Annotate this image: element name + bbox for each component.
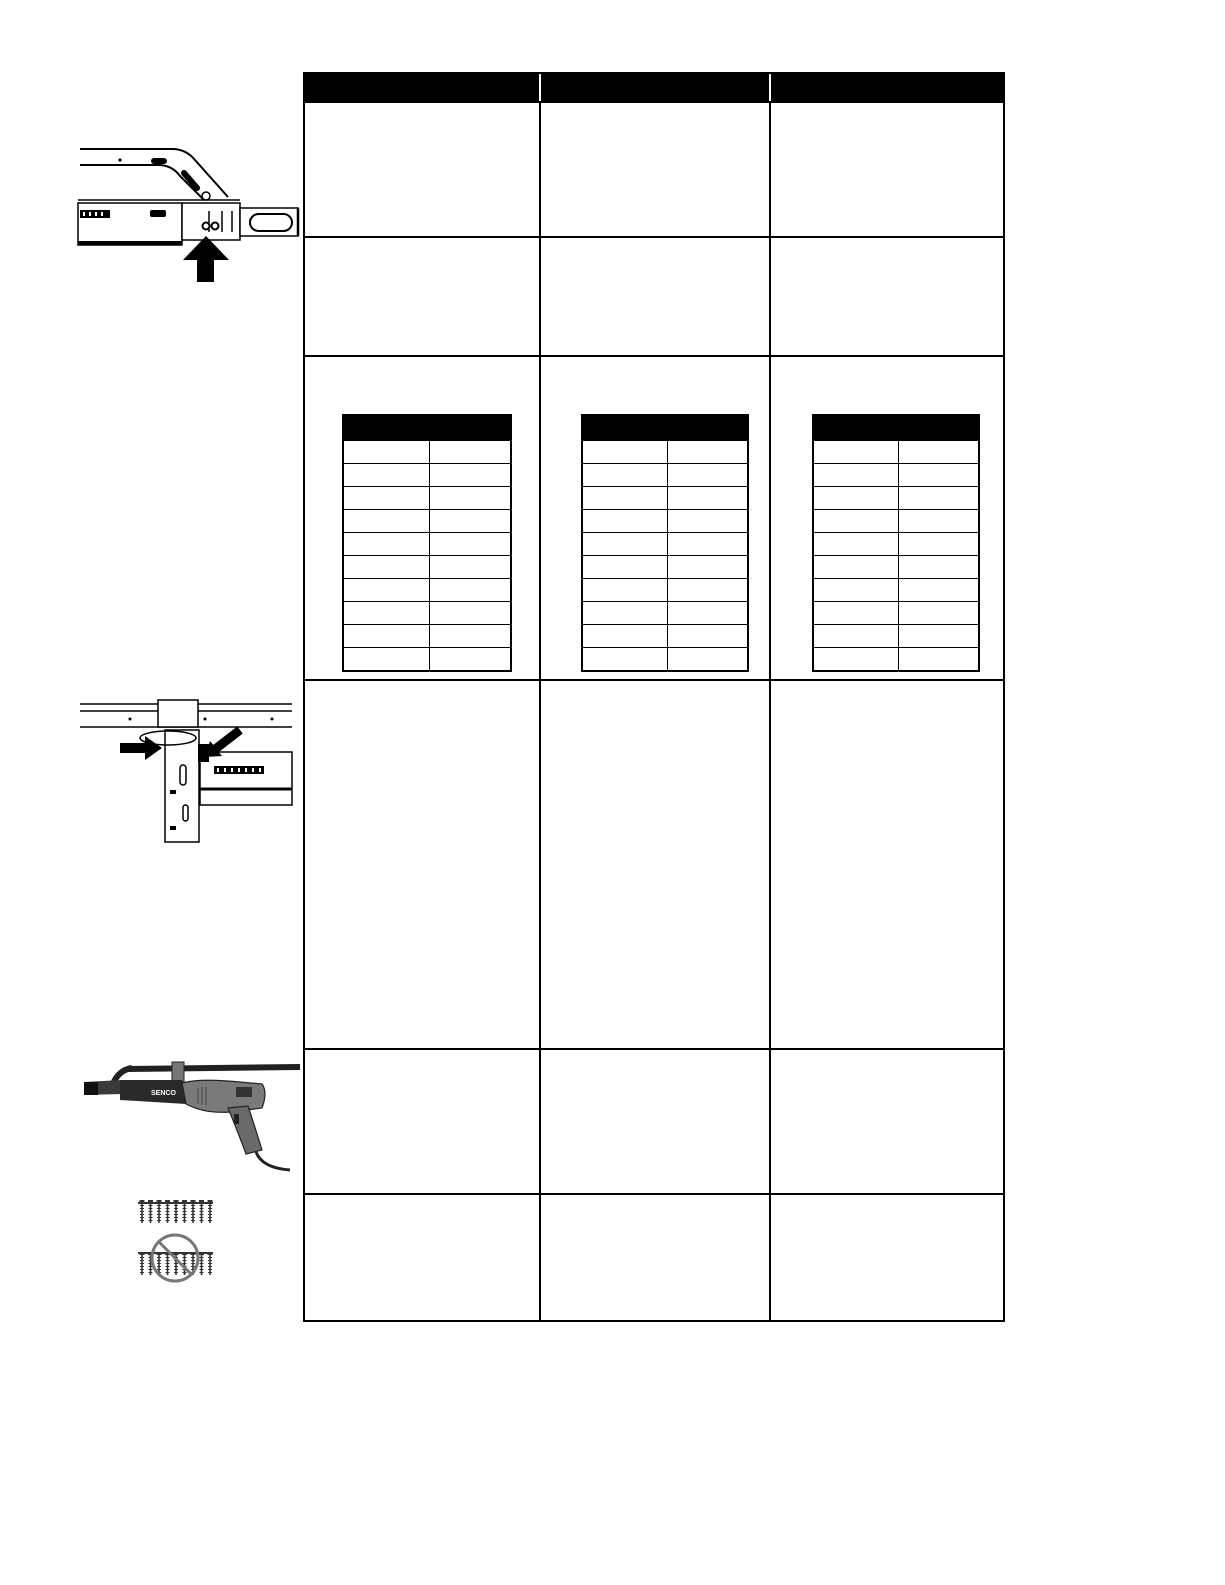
sub-table-cell bbox=[668, 556, 747, 578]
column-header bbox=[305, 74, 541, 101]
sub-table-cell bbox=[344, 648, 430, 670]
sub-table-cell bbox=[583, 510, 668, 532]
rivet bbox=[118, 158, 121, 161]
sub-table-cell bbox=[899, 533, 978, 555]
sub-table-cell bbox=[814, 487, 899, 509]
table-cell bbox=[541, 1048, 771, 1193]
sub-table-cell bbox=[668, 602, 747, 624]
sub-table-cell bbox=[899, 648, 978, 670]
sub-table-cell bbox=[344, 510, 430, 532]
sub-table-cell bbox=[430, 487, 510, 509]
sub-table-row bbox=[814, 555, 978, 578]
table-cell bbox=[541, 236, 771, 355]
sub-table-row bbox=[344, 463, 510, 486]
sub-table-cell bbox=[899, 625, 978, 647]
sub-table-cell bbox=[814, 556, 899, 578]
attachment-clip-diagram bbox=[76, 696, 298, 848]
sub-table bbox=[581, 414, 749, 672]
sub-table-row bbox=[814, 647, 978, 670]
up-arrow-icon bbox=[183, 236, 229, 282]
table-cell bbox=[771, 101, 1003, 236]
sub-table-cell bbox=[344, 441, 430, 463]
sub-table-cell bbox=[583, 487, 668, 509]
sub-table-row bbox=[814, 578, 978, 601]
sub-table-row bbox=[814, 509, 978, 532]
power-cord bbox=[256, 1152, 290, 1170]
table-cell bbox=[771, 1193, 1003, 1320]
table-cell bbox=[305, 1193, 541, 1320]
sub-table-cell bbox=[899, 579, 978, 601]
sub-table-cell bbox=[814, 510, 899, 532]
sub-table-row bbox=[814, 532, 978, 555]
sub-table-cell bbox=[668, 510, 747, 532]
sub-table-row bbox=[814, 486, 978, 509]
table-cell bbox=[541, 101, 771, 236]
column-header bbox=[771, 74, 1003, 101]
sub-table-cell bbox=[583, 625, 668, 647]
screw-strip-correct-vs-prohibited bbox=[134, 1196, 218, 1290]
sub-table-cell bbox=[583, 533, 668, 555]
sub-table-row bbox=[583, 578, 747, 601]
sub-table bbox=[812, 414, 980, 672]
correct-screw-strip bbox=[138, 1200, 213, 1223]
sub-table-cell bbox=[899, 602, 978, 624]
sub-table-cell bbox=[899, 441, 978, 463]
sub-table-cell bbox=[344, 464, 430, 486]
rail-clip bbox=[158, 700, 198, 727]
sub-table-cell bbox=[899, 510, 978, 532]
sub-table-cell bbox=[583, 464, 668, 486]
sub-table-cell bbox=[430, 464, 510, 486]
sub-table-cell bbox=[814, 648, 899, 670]
specification-table bbox=[303, 72, 1005, 1322]
sub-table-cell bbox=[668, 648, 747, 670]
scale-marking bbox=[80, 210, 110, 218]
sub-table-cell bbox=[430, 441, 510, 463]
sub-table-row bbox=[344, 647, 510, 670]
sub-table-row bbox=[814, 440, 978, 463]
table-cell bbox=[771, 355, 1003, 679]
sub-table-cell bbox=[814, 579, 899, 601]
table-cell bbox=[771, 679, 1003, 1048]
sub-table-cell bbox=[344, 579, 430, 601]
sub-table-cell bbox=[668, 533, 747, 555]
lever-pivot bbox=[202, 192, 210, 200]
sub-table-row bbox=[814, 463, 978, 486]
sub-table-cell bbox=[814, 625, 899, 647]
depth-adjustment-diagram bbox=[76, 140, 306, 288]
tube-slot bbox=[150, 210, 166, 217]
sub-table-row bbox=[583, 509, 747, 532]
extension-rod bbox=[128, 1064, 300, 1072]
tube bbox=[78, 203, 182, 245]
sub-table-cell bbox=[430, 602, 510, 624]
sub-table-cell bbox=[814, 602, 899, 624]
table-cell bbox=[305, 679, 541, 1048]
sub-table-cell bbox=[430, 556, 510, 578]
prohibited-screw-strip bbox=[138, 1252, 213, 1275]
sub-table-cell bbox=[430, 510, 510, 532]
table-cell bbox=[771, 1048, 1003, 1193]
drill-body bbox=[182, 1080, 265, 1112]
sub-table-cell bbox=[583, 648, 668, 670]
table-cell bbox=[541, 679, 771, 1048]
sub-table-cell bbox=[430, 579, 510, 601]
sub-table-row bbox=[344, 555, 510, 578]
sub-table-body bbox=[344, 440, 510, 670]
sub-table-cell bbox=[899, 556, 978, 578]
sub-table-cell bbox=[430, 533, 510, 555]
sub-table-row bbox=[344, 440, 510, 463]
sub-table-row bbox=[344, 601, 510, 624]
sub-table-cell bbox=[583, 602, 668, 624]
table-cell bbox=[771, 236, 1003, 355]
sub-table-header bbox=[814, 416, 978, 440]
sub-table-cell bbox=[668, 441, 747, 463]
sub-table-row bbox=[583, 555, 747, 578]
adjust-hole bbox=[203, 223, 210, 230]
logo-text: SENCO bbox=[151, 1090, 176, 1097]
sub-table-cell bbox=[344, 533, 430, 555]
sub-table-cell bbox=[668, 579, 747, 601]
sub-table-row bbox=[583, 601, 747, 624]
handle-slot bbox=[151, 158, 167, 164]
drill-badge bbox=[236, 1087, 252, 1097]
sub-table-row bbox=[344, 532, 510, 555]
sub-table-cell bbox=[668, 625, 747, 647]
sub-table-row bbox=[814, 601, 978, 624]
sub-table bbox=[342, 414, 512, 672]
adjust-hole bbox=[212, 223, 219, 230]
sub-table-cell bbox=[899, 487, 978, 509]
trigger bbox=[234, 1114, 239, 1124]
sub-table-row bbox=[583, 647, 747, 670]
sub-table-cell bbox=[344, 556, 430, 578]
sub-table-row bbox=[583, 532, 747, 555]
sub-table-cell bbox=[430, 625, 510, 647]
sub-table-row bbox=[344, 624, 510, 647]
sub-table-cell bbox=[430, 648, 510, 670]
sub-table-header bbox=[344, 416, 510, 440]
sub-table-cell bbox=[668, 487, 747, 509]
magazine-body bbox=[200, 752, 292, 805]
sub-table-cell bbox=[583, 556, 668, 578]
sub-table-row bbox=[344, 486, 510, 509]
sub-table-cell bbox=[814, 533, 899, 555]
sub-table-cell bbox=[583, 441, 668, 463]
rod-clamp bbox=[172, 1062, 184, 1082]
sub-table-cell bbox=[899, 464, 978, 486]
sub-table-row bbox=[344, 578, 510, 601]
sub-table-header bbox=[583, 416, 747, 440]
sub-table-row bbox=[583, 486, 747, 509]
sub-table-row bbox=[814, 624, 978, 647]
sub-table-cell bbox=[344, 602, 430, 624]
sub-table-cell bbox=[814, 441, 899, 463]
sub-table-body bbox=[814, 440, 978, 670]
attachment-body bbox=[165, 730, 199, 842]
table-cell bbox=[541, 355, 771, 679]
table-cell bbox=[541, 1193, 771, 1320]
sub-table-cell bbox=[583, 579, 668, 601]
screw-gun-with-drill bbox=[80, 1055, 302, 1175]
column-header bbox=[541, 74, 771, 101]
table-cell bbox=[305, 1048, 541, 1193]
sub-table-row bbox=[583, 463, 747, 486]
sub-table-cell bbox=[668, 464, 747, 486]
drill-handle bbox=[228, 1106, 262, 1154]
sub-table-row bbox=[344, 509, 510, 532]
sub-table-row bbox=[583, 440, 747, 463]
table-cell bbox=[305, 355, 541, 679]
sub-table-cell bbox=[344, 487, 430, 509]
table-cell bbox=[305, 101, 541, 236]
sub-table-cell bbox=[814, 464, 899, 486]
sub-table-body bbox=[583, 440, 747, 670]
scale-marking bbox=[214, 766, 264, 774]
sub-table-cell bbox=[344, 625, 430, 647]
table-cell bbox=[305, 236, 541, 355]
sub-table-row bbox=[583, 624, 747, 647]
